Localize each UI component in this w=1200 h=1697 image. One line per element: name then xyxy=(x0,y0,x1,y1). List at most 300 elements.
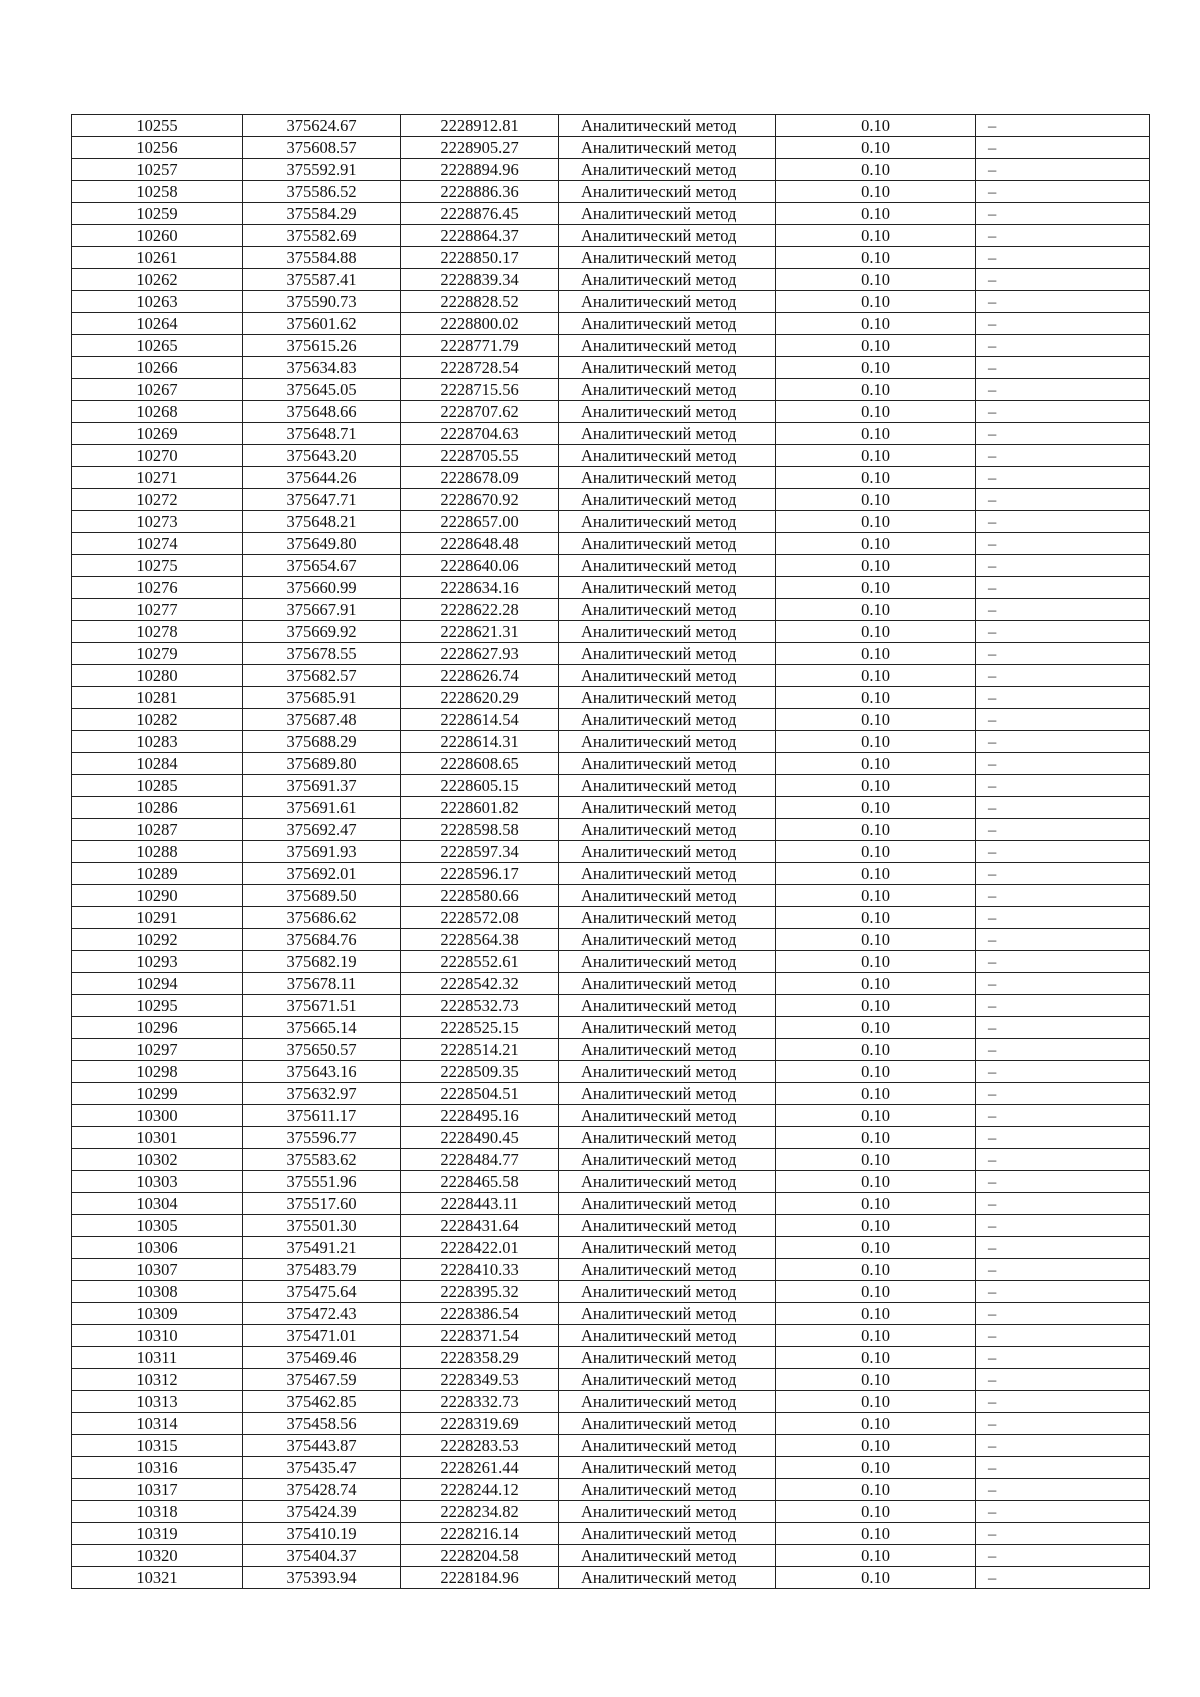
point-number-cell: 10292 xyxy=(72,929,243,951)
description-cell: – xyxy=(976,1259,1150,1281)
accuracy-cell: 0.10 xyxy=(776,1281,976,1303)
accuracy-cell: 0.10 xyxy=(776,599,976,621)
method-cell: Аналитический метод xyxy=(559,357,776,379)
y-coordinate-cell: 2228395.32 xyxy=(401,1281,559,1303)
point-number-cell: 10306 xyxy=(72,1237,243,1259)
x-coordinate-cell: 375644.26 xyxy=(243,467,401,489)
point-number-cell: 10271 xyxy=(72,467,243,489)
y-coordinate-cell: 2228800.02 xyxy=(401,313,559,335)
table-row xyxy=(72,1061,1150,1083)
y-coordinate-cell: 2228261.44 xyxy=(401,1457,559,1479)
point-number-cell: 10291 xyxy=(72,907,243,929)
accuracy-cell: 0.10 xyxy=(776,665,976,687)
y-coordinate-cell: 2228640.06 xyxy=(401,555,559,577)
accuracy-cell: 0.10 xyxy=(776,225,976,247)
accuracy-cell: 0.10 xyxy=(776,1105,976,1127)
y-coordinate-cell: 2228443.11 xyxy=(401,1193,559,1215)
document-page xyxy=(71,114,1149,1589)
description-cell: – xyxy=(976,1215,1150,1237)
y-coordinate-cell: 2228580.66 xyxy=(401,885,559,907)
description-cell: – xyxy=(976,159,1150,181)
x-coordinate-cell: 375654.67 xyxy=(243,555,401,577)
method-cell: Аналитический метод xyxy=(559,511,776,533)
method-cell: Аналитический метод xyxy=(559,709,776,731)
table-row xyxy=(72,951,1150,973)
description-cell: – xyxy=(976,555,1150,577)
table-row xyxy=(72,445,1150,467)
coordinates-table-body xyxy=(72,115,1150,1589)
description-cell: – xyxy=(976,621,1150,643)
accuracy-cell: 0.10 xyxy=(776,137,976,159)
method-cell: Аналитический метод xyxy=(559,1259,776,1281)
x-coordinate-cell: 375624.67 xyxy=(243,115,401,137)
description-cell: – xyxy=(976,1061,1150,1083)
x-coordinate-cell: 375469.46 xyxy=(243,1347,401,1369)
x-coordinate-cell: 375669.92 xyxy=(243,621,401,643)
y-coordinate-cell: 2228509.35 xyxy=(401,1061,559,1083)
method-cell: Аналитический метод xyxy=(559,1171,776,1193)
accuracy-cell: 0.10 xyxy=(776,1083,976,1105)
x-coordinate-cell: 375667.91 xyxy=(243,599,401,621)
method-cell: Аналитический метод xyxy=(559,841,776,863)
y-coordinate-cell: 2228614.31 xyxy=(401,731,559,753)
point-number-cell: 10305 xyxy=(72,1215,243,1237)
table-row xyxy=(72,1171,1150,1193)
description-cell: – xyxy=(976,1083,1150,1105)
x-coordinate-cell: 375608.57 xyxy=(243,137,401,159)
y-coordinate-cell: 2228504.51 xyxy=(401,1083,559,1105)
table-row xyxy=(72,1567,1150,1589)
point-number-cell: 10289 xyxy=(72,863,243,885)
method-cell: Аналитический метод xyxy=(559,819,776,841)
method-cell: Аналитический метод xyxy=(559,423,776,445)
point-number-cell: 10272 xyxy=(72,489,243,511)
x-coordinate-cell: 375583.62 xyxy=(243,1149,401,1171)
y-coordinate-cell: 2228657.00 xyxy=(401,511,559,533)
accuracy-cell: 0.10 xyxy=(776,1391,976,1413)
x-coordinate-cell: 375472.43 xyxy=(243,1303,401,1325)
point-number-cell: 10276 xyxy=(72,577,243,599)
x-coordinate-cell: 375685.91 xyxy=(243,687,401,709)
description-cell: – xyxy=(976,951,1150,973)
accuracy-cell: 0.10 xyxy=(776,577,976,599)
accuracy-cell: 0.10 xyxy=(776,863,976,885)
point-number-cell: 10303 xyxy=(72,1171,243,1193)
y-coordinate-cell: 2228605.15 xyxy=(401,775,559,797)
description-cell: – xyxy=(976,1479,1150,1501)
method-cell: Аналитический метод xyxy=(559,951,776,973)
method-cell: Аналитический метод xyxy=(559,863,776,885)
x-coordinate-cell: 375691.61 xyxy=(243,797,401,819)
point-number-cell: 10315 xyxy=(72,1435,243,1457)
description-cell: – xyxy=(976,445,1150,467)
point-number-cell: 10321 xyxy=(72,1567,243,1589)
description-cell: – xyxy=(976,1127,1150,1149)
description-cell: – xyxy=(976,1435,1150,1457)
method-cell: Аналитический метод xyxy=(559,313,776,335)
table-row xyxy=(72,687,1150,709)
table-row xyxy=(72,1413,1150,1435)
table-row xyxy=(72,1369,1150,1391)
description-cell: – xyxy=(976,863,1150,885)
accuracy-cell: 0.10 xyxy=(776,1567,976,1589)
accuracy-cell: 0.10 xyxy=(776,1215,976,1237)
x-coordinate-cell: 375648.66 xyxy=(243,401,401,423)
x-coordinate-cell: 375601.62 xyxy=(243,313,401,335)
accuracy-cell: 0.10 xyxy=(776,511,976,533)
y-coordinate-cell: 2228532.73 xyxy=(401,995,559,1017)
point-number-cell: 10287 xyxy=(72,819,243,841)
description-cell: – xyxy=(976,1149,1150,1171)
x-coordinate-cell: 375475.64 xyxy=(243,1281,401,1303)
accuracy-cell: 0.10 xyxy=(776,643,976,665)
accuracy-cell: 0.10 xyxy=(776,1435,976,1457)
accuracy-cell: 0.10 xyxy=(776,269,976,291)
x-coordinate-cell: 375649.80 xyxy=(243,533,401,555)
point-number-cell: 10308 xyxy=(72,1281,243,1303)
x-coordinate-cell: 375483.79 xyxy=(243,1259,401,1281)
y-coordinate-cell: 2228371.54 xyxy=(401,1325,559,1347)
accuracy-cell: 0.10 xyxy=(776,775,976,797)
table-row xyxy=(72,1347,1150,1369)
point-number-cell: 10312 xyxy=(72,1369,243,1391)
y-coordinate-cell: 2228614.54 xyxy=(401,709,559,731)
accuracy-cell: 0.10 xyxy=(776,1193,976,1215)
point-number-cell: 10264 xyxy=(72,313,243,335)
accuracy-cell: 0.10 xyxy=(776,709,976,731)
x-coordinate-cell: 375632.97 xyxy=(243,1083,401,1105)
x-coordinate-cell: 375688.29 xyxy=(243,731,401,753)
y-coordinate-cell: 2228601.82 xyxy=(401,797,559,819)
point-number-cell: 10257 xyxy=(72,159,243,181)
y-coordinate-cell: 2228715.56 xyxy=(401,379,559,401)
method-cell: Аналитический метод xyxy=(559,1237,776,1259)
table-row xyxy=(72,863,1150,885)
description-cell: – xyxy=(976,643,1150,665)
x-coordinate-cell: 375517.60 xyxy=(243,1193,401,1215)
point-number-cell: 10313 xyxy=(72,1391,243,1413)
table-row xyxy=(72,335,1150,357)
accuracy-cell: 0.10 xyxy=(776,379,976,401)
description-cell: – xyxy=(976,1391,1150,1413)
y-coordinate-cell: 2228319.69 xyxy=(401,1413,559,1435)
point-number-cell: 10318 xyxy=(72,1501,243,1523)
y-coordinate-cell: 2228234.82 xyxy=(401,1501,559,1523)
point-number-cell: 10269 xyxy=(72,423,243,445)
point-number-cell: 10268 xyxy=(72,401,243,423)
coordinates-table xyxy=(71,114,1150,1589)
point-number-cell: 10279 xyxy=(72,643,243,665)
description-cell: – xyxy=(976,1413,1150,1435)
table-row xyxy=(72,225,1150,247)
y-coordinate-cell: 2228495.16 xyxy=(401,1105,559,1127)
description-cell: – xyxy=(976,335,1150,357)
method-cell: Аналитический метод xyxy=(559,1523,776,1545)
description-cell: – xyxy=(976,1369,1150,1391)
table-row xyxy=(72,1545,1150,1567)
method-cell: Аналитический метод xyxy=(559,1479,776,1501)
x-coordinate-cell: 375671.51 xyxy=(243,995,401,1017)
description-cell: – xyxy=(976,1105,1150,1127)
description-cell: – xyxy=(976,489,1150,511)
x-coordinate-cell: 375687.48 xyxy=(243,709,401,731)
x-coordinate-cell: 375491.21 xyxy=(243,1237,401,1259)
description-cell: – xyxy=(976,291,1150,313)
x-coordinate-cell: 375471.01 xyxy=(243,1325,401,1347)
x-coordinate-cell: 375682.19 xyxy=(243,951,401,973)
x-coordinate-cell: 375665.14 xyxy=(243,1017,401,1039)
y-coordinate-cell: 2228597.34 xyxy=(401,841,559,863)
x-coordinate-cell: 375586.52 xyxy=(243,181,401,203)
y-coordinate-cell: 2228704.63 xyxy=(401,423,559,445)
method-cell: Аналитический метод xyxy=(559,225,776,247)
description-cell: – xyxy=(976,1017,1150,1039)
accuracy-cell: 0.10 xyxy=(776,753,976,775)
table-row xyxy=(72,1105,1150,1127)
accuracy-cell: 0.10 xyxy=(776,687,976,709)
description-cell: – xyxy=(976,115,1150,137)
y-coordinate-cell: 2228332.73 xyxy=(401,1391,559,1413)
point-number-cell: 10295 xyxy=(72,995,243,1017)
table-row xyxy=(72,291,1150,313)
x-coordinate-cell: 375410.19 xyxy=(243,1523,401,1545)
table-row xyxy=(72,1215,1150,1237)
table-row xyxy=(72,885,1150,907)
table-row xyxy=(72,203,1150,225)
accuracy-cell: 0.10 xyxy=(776,995,976,1017)
point-number-cell: 10273 xyxy=(72,511,243,533)
accuracy-cell: 0.10 xyxy=(776,1545,976,1567)
point-number-cell: 10280 xyxy=(72,665,243,687)
y-coordinate-cell: 2228204.58 xyxy=(401,1545,559,1567)
table-row xyxy=(72,929,1150,951)
point-number-cell: 10285 xyxy=(72,775,243,797)
x-coordinate-cell: 375462.85 xyxy=(243,1391,401,1413)
y-coordinate-cell: 2228386.54 xyxy=(401,1303,559,1325)
accuracy-cell: 0.10 xyxy=(776,401,976,423)
y-coordinate-cell: 2228244.12 xyxy=(401,1479,559,1501)
point-number-cell: 10293 xyxy=(72,951,243,973)
method-cell: Аналитический метод xyxy=(559,467,776,489)
table-row xyxy=(72,1193,1150,1215)
table-row xyxy=(72,1523,1150,1545)
point-number-cell: 10259 xyxy=(72,203,243,225)
description-cell: – xyxy=(976,841,1150,863)
table-row xyxy=(72,1127,1150,1149)
point-number-cell: 10255 xyxy=(72,115,243,137)
x-coordinate-cell: 375643.20 xyxy=(243,445,401,467)
description-cell: – xyxy=(976,819,1150,841)
accuracy-cell: 0.10 xyxy=(776,313,976,335)
accuracy-cell: 0.10 xyxy=(776,159,976,181)
x-coordinate-cell: 375678.11 xyxy=(243,973,401,995)
table-row xyxy=(72,467,1150,489)
accuracy-cell: 0.10 xyxy=(776,1347,976,1369)
point-number-cell: 10281 xyxy=(72,687,243,709)
table-row xyxy=(72,995,1150,1017)
accuracy-cell: 0.10 xyxy=(776,907,976,929)
y-coordinate-cell: 2228422.01 xyxy=(401,1237,559,1259)
table-row xyxy=(72,423,1150,445)
description-cell: – xyxy=(976,665,1150,687)
description-cell: – xyxy=(976,1347,1150,1369)
accuracy-cell: 0.10 xyxy=(776,115,976,137)
table-row xyxy=(72,1457,1150,1479)
method-cell: Аналитический метод xyxy=(559,621,776,643)
accuracy-cell: 0.10 xyxy=(776,885,976,907)
x-coordinate-cell: 375647.71 xyxy=(243,489,401,511)
y-coordinate-cell: 2228850.17 xyxy=(401,247,559,269)
method-cell: Аналитический метод xyxy=(559,797,776,819)
table-row xyxy=(72,841,1150,863)
table-row xyxy=(72,1039,1150,1061)
table-row xyxy=(72,973,1150,995)
point-number-cell: 10309 xyxy=(72,1303,243,1325)
point-number-cell: 10270 xyxy=(72,445,243,467)
method-cell: Аналитический метод xyxy=(559,1149,776,1171)
description-cell: – xyxy=(976,379,1150,401)
point-number-cell: 10265 xyxy=(72,335,243,357)
point-number-cell: 10304 xyxy=(72,1193,243,1215)
y-coordinate-cell: 2228431.64 xyxy=(401,1215,559,1237)
accuracy-cell: 0.10 xyxy=(776,357,976,379)
y-coordinate-cell: 2228184.96 xyxy=(401,1567,559,1589)
y-coordinate-cell: 2228670.92 xyxy=(401,489,559,511)
y-coordinate-cell: 2228525.15 xyxy=(401,1017,559,1039)
point-number-cell: 10320 xyxy=(72,1545,243,1567)
method-cell: Аналитический метод xyxy=(559,1325,776,1347)
method-cell: Аналитический метод xyxy=(559,577,776,599)
point-number-cell: 10261 xyxy=(72,247,243,269)
y-coordinate-cell: 2228283.53 xyxy=(401,1435,559,1457)
point-number-cell: 10297 xyxy=(72,1039,243,1061)
x-coordinate-cell: 375648.21 xyxy=(243,511,401,533)
accuracy-cell: 0.10 xyxy=(776,423,976,445)
method-cell: Аналитический метод xyxy=(559,445,776,467)
method-cell: Аналитический метод xyxy=(559,1413,776,1435)
table-row xyxy=(72,753,1150,775)
point-number-cell: 10316 xyxy=(72,1457,243,1479)
point-number-cell: 10284 xyxy=(72,753,243,775)
y-coordinate-cell: 2228627.93 xyxy=(401,643,559,665)
point-number-cell: 10317 xyxy=(72,1479,243,1501)
method-cell: Аналитический метод xyxy=(559,1391,776,1413)
point-number-cell: 10267 xyxy=(72,379,243,401)
method-cell: Аналитический метод xyxy=(559,1061,776,1083)
description-cell: – xyxy=(976,247,1150,269)
y-coordinate-cell: 2228876.45 xyxy=(401,203,559,225)
point-number-cell: 10256 xyxy=(72,137,243,159)
table-row xyxy=(72,511,1150,533)
y-coordinate-cell: 2228839.34 xyxy=(401,269,559,291)
table-row xyxy=(72,1325,1150,1347)
accuracy-cell: 0.10 xyxy=(776,797,976,819)
accuracy-cell: 0.10 xyxy=(776,1017,976,1039)
accuracy-cell: 0.10 xyxy=(776,1523,976,1545)
description-cell: – xyxy=(976,357,1150,379)
table-row xyxy=(72,1281,1150,1303)
description-cell: – xyxy=(976,709,1150,731)
description-cell: – xyxy=(976,533,1150,555)
table-row xyxy=(72,401,1150,423)
description-cell: – xyxy=(976,423,1150,445)
point-number-cell: 10300 xyxy=(72,1105,243,1127)
accuracy-cell: 0.10 xyxy=(776,1303,976,1325)
method-cell: Аналитический метод xyxy=(559,1083,776,1105)
y-coordinate-cell: 2228886.36 xyxy=(401,181,559,203)
x-coordinate-cell: 375584.88 xyxy=(243,247,401,269)
y-coordinate-cell: 2228707.62 xyxy=(401,401,559,423)
point-number-cell: 10302 xyxy=(72,1149,243,1171)
method-cell: Аналитический метод xyxy=(559,291,776,313)
table-row xyxy=(72,731,1150,753)
point-number-cell: 10314 xyxy=(72,1413,243,1435)
y-coordinate-cell: 2228484.77 xyxy=(401,1149,559,1171)
y-coordinate-cell: 2228912.81 xyxy=(401,115,559,137)
accuracy-cell: 0.10 xyxy=(776,489,976,511)
method-cell: Аналитический метод xyxy=(559,929,776,951)
method-cell: Аналитический метод xyxy=(559,115,776,137)
table-row xyxy=(72,1303,1150,1325)
x-coordinate-cell: 375596.77 xyxy=(243,1127,401,1149)
y-coordinate-cell: 2228620.29 xyxy=(401,687,559,709)
accuracy-cell: 0.10 xyxy=(776,445,976,467)
point-number-cell: 10301 xyxy=(72,1127,243,1149)
method-cell: Аналитический метод xyxy=(559,1039,776,1061)
y-coordinate-cell: 2228596.17 xyxy=(401,863,559,885)
x-coordinate-cell: 375686.62 xyxy=(243,907,401,929)
accuracy-cell: 0.10 xyxy=(776,1369,976,1391)
y-coordinate-cell: 2228771.79 xyxy=(401,335,559,357)
point-number-cell: 10274 xyxy=(72,533,243,555)
y-coordinate-cell: 2228634.16 xyxy=(401,577,559,599)
x-coordinate-cell: 375592.91 xyxy=(243,159,401,181)
accuracy-cell: 0.10 xyxy=(776,819,976,841)
x-coordinate-cell: 375428.74 xyxy=(243,1479,401,1501)
method-cell: Аналитический метод xyxy=(559,775,776,797)
point-number-cell: 10296 xyxy=(72,1017,243,1039)
x-coordinate-cell: 375424.39 xyxy=(243,1501,401,1523)
accuracy-cell: 0.10 xyxy=(776,973,976,995)
description-cell: – xyxy=(976,1171,1150,1193)
x-coordinate-cell: 375650.57 xyxy=(243,1039,401,1061)
accuracy-cell: 0.10 xyxy=(776,291,976,313)
point-number-cell: 10319 xyxy=(72,1523,243,1545)
description-cell: – xyxy=(976,467,1150,489)
point-number-cell: 10290 xyxy=(72,885,243,907)
table-row xyxy=(72,137,1150,159)
table-row xyxy=(72,665,1150,687)
table-row xyxy=(72,797,1150,819)
description-cell: – xyxy=(976,137,1150,159)
point-number-cell: 10263 xyxy=(72,291,243,313)
point-number-cell: 10310 xyxy=(72,1325,243,1347)
table-row xyxy=(72,555,1150,577)
point-number-cell: 10275 xyxy=(72,555,243,577)
method-cell: Аналитический метод xyxy=(559,731,776,753)
description-cell: – xyxy=(976,1501,1150,1523)
method-cell: Аналитический метод xyxy=(559,995,776,1017)
table-row xyxy=(72,599,1150,621)
accuracy-cell: 0.10 xyxy=(776,1325,976,1347)
y-coordinate-cell: 2228622.28 xyxy=(401,599,559,621)
y-coordinate-cell: 2228905.27 xyxy=(401,137,559,159)
description-cell: – xyxy=(976,995,1150,1017)
method-cell: Аналитический метод xyxy=(559,907,776,929)
y-coordinate-cell: 2228728.54 xyxy=(401,357,559,379)
x-coordinate-cell: 375587.41 xyxy=(243,269,401,291)
method-cell: Аналитический метод xyxy=(559,1347,776,1369)
